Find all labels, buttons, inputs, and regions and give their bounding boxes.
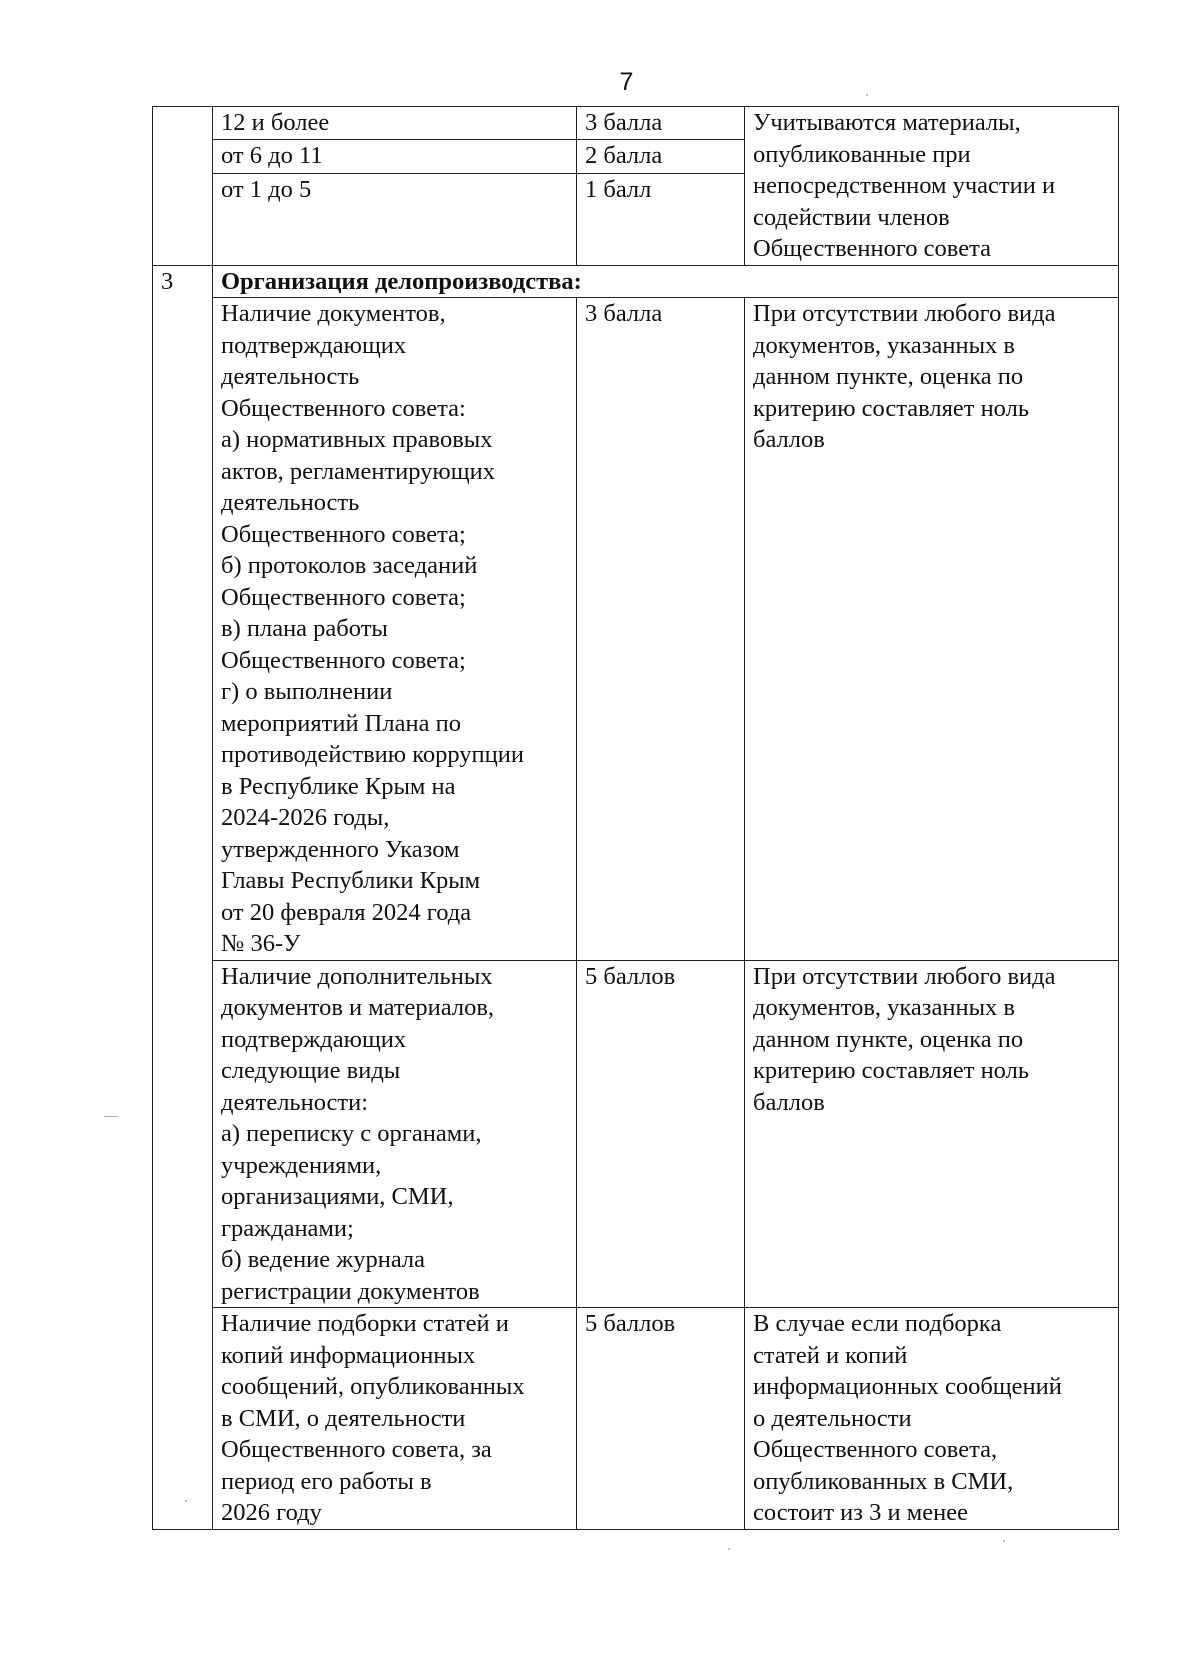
note-cell: В случае если подборка статей и копий информационных сообщений о деятельности Общественного совета, опубликованных в СМИ, состоит из 3 и менее — [745, 1308, 1119, 1530]
points-cell: 5 баллов — [577, 960, 745, 1308]
criterion-cell: от 1 до 5 — [213, 173, 577, 265]
section-row — [153, 265, 1119, 298]
scan-speck — [728, 1548, 730, 1550]
section-number: 3 — [153, 265, 213, 1529]
table-row — [153, 107, 1119, 140]
points-cell: 5 баллов — [577, 1308, 745, 1530]
criterion-cell: Наличие дополнительных документов и материалов, подтверждающих следующие виды деятельности: а) переписку с органами, учреждениями, организациями, СМИ, гражданами; б) ведение журнала регистрации документов — [213, 960, 577, 1308]
scan-speck — [104, 1116, 118, 1117]
table-row — [153, 960, 1119, 1308]
row-number-cell — [153, 107, 213, 266]
points-cell: 3 балла — [577, 298, 745, 961]
points-cell: 2 балла — [577, 140, 745, 173]
criteria-table — [152, 106, 1119, 1530]
points-cell: 1 балл — [577, 173, 745, 265]
note-cell: При отсутствии любого вида документов, указанных в данном пункте, оценка по критерию составляет ноль баллов — [745, 298, 1119, 961]
table-row — [153, 1308, 1119, 1530]
scan-speck — [185, 1500, 187, 1502]
page-number: 7 — [619, 68, 634, 96]
note-cell: При отсутствии любого вида документов, указанных в данном пункте, оценка по критерию составляет ноль баллов — [745, 960, 1119, 1308]
criterion-cell: 12 и более — [213, 107, 577, 140]
points-cell: 3 балла — [577, 107, 745, 140]
note-cell: Учитываются материалы, опубликованные при непосредственном участии и содействии членов Общественного совета — [745, 107, 1119, 266]
criterion-cell: Наличие документов, подтверждающих деятельность Общественного совета: а) нормативных правовых актов, регламентирующих деятельность Общественного совета; б) протоколов заседаний Общественного совета; в) плана работы Общественного совета; г) о выполнении мероприятий Плана по противодействию коррупции в Республике Крым на 2024-2026 годы, утвержденного Указом Главы Республики Крым от 20 февраля 2024 года № 36-У — [213, 298, 577, 961]
section-title: Организация делопроизводства: — [213, 265, 1119, 298]
scan-speck — [1003, 1540, 1005, 1542]
scan-speck — [866, 94, 868, 96]
table-row — [153, 298, 1119, 961]
criterion-cell: от 6 до 11 — [213, 140, 577, 173]
criterion-cell: Наличие подборки статей и копий информационных сообщений, опубликованных в СМИ, о деятельности Общественного совета, за период его работы в 2026 году — [213, 1308, 577, 1530]
